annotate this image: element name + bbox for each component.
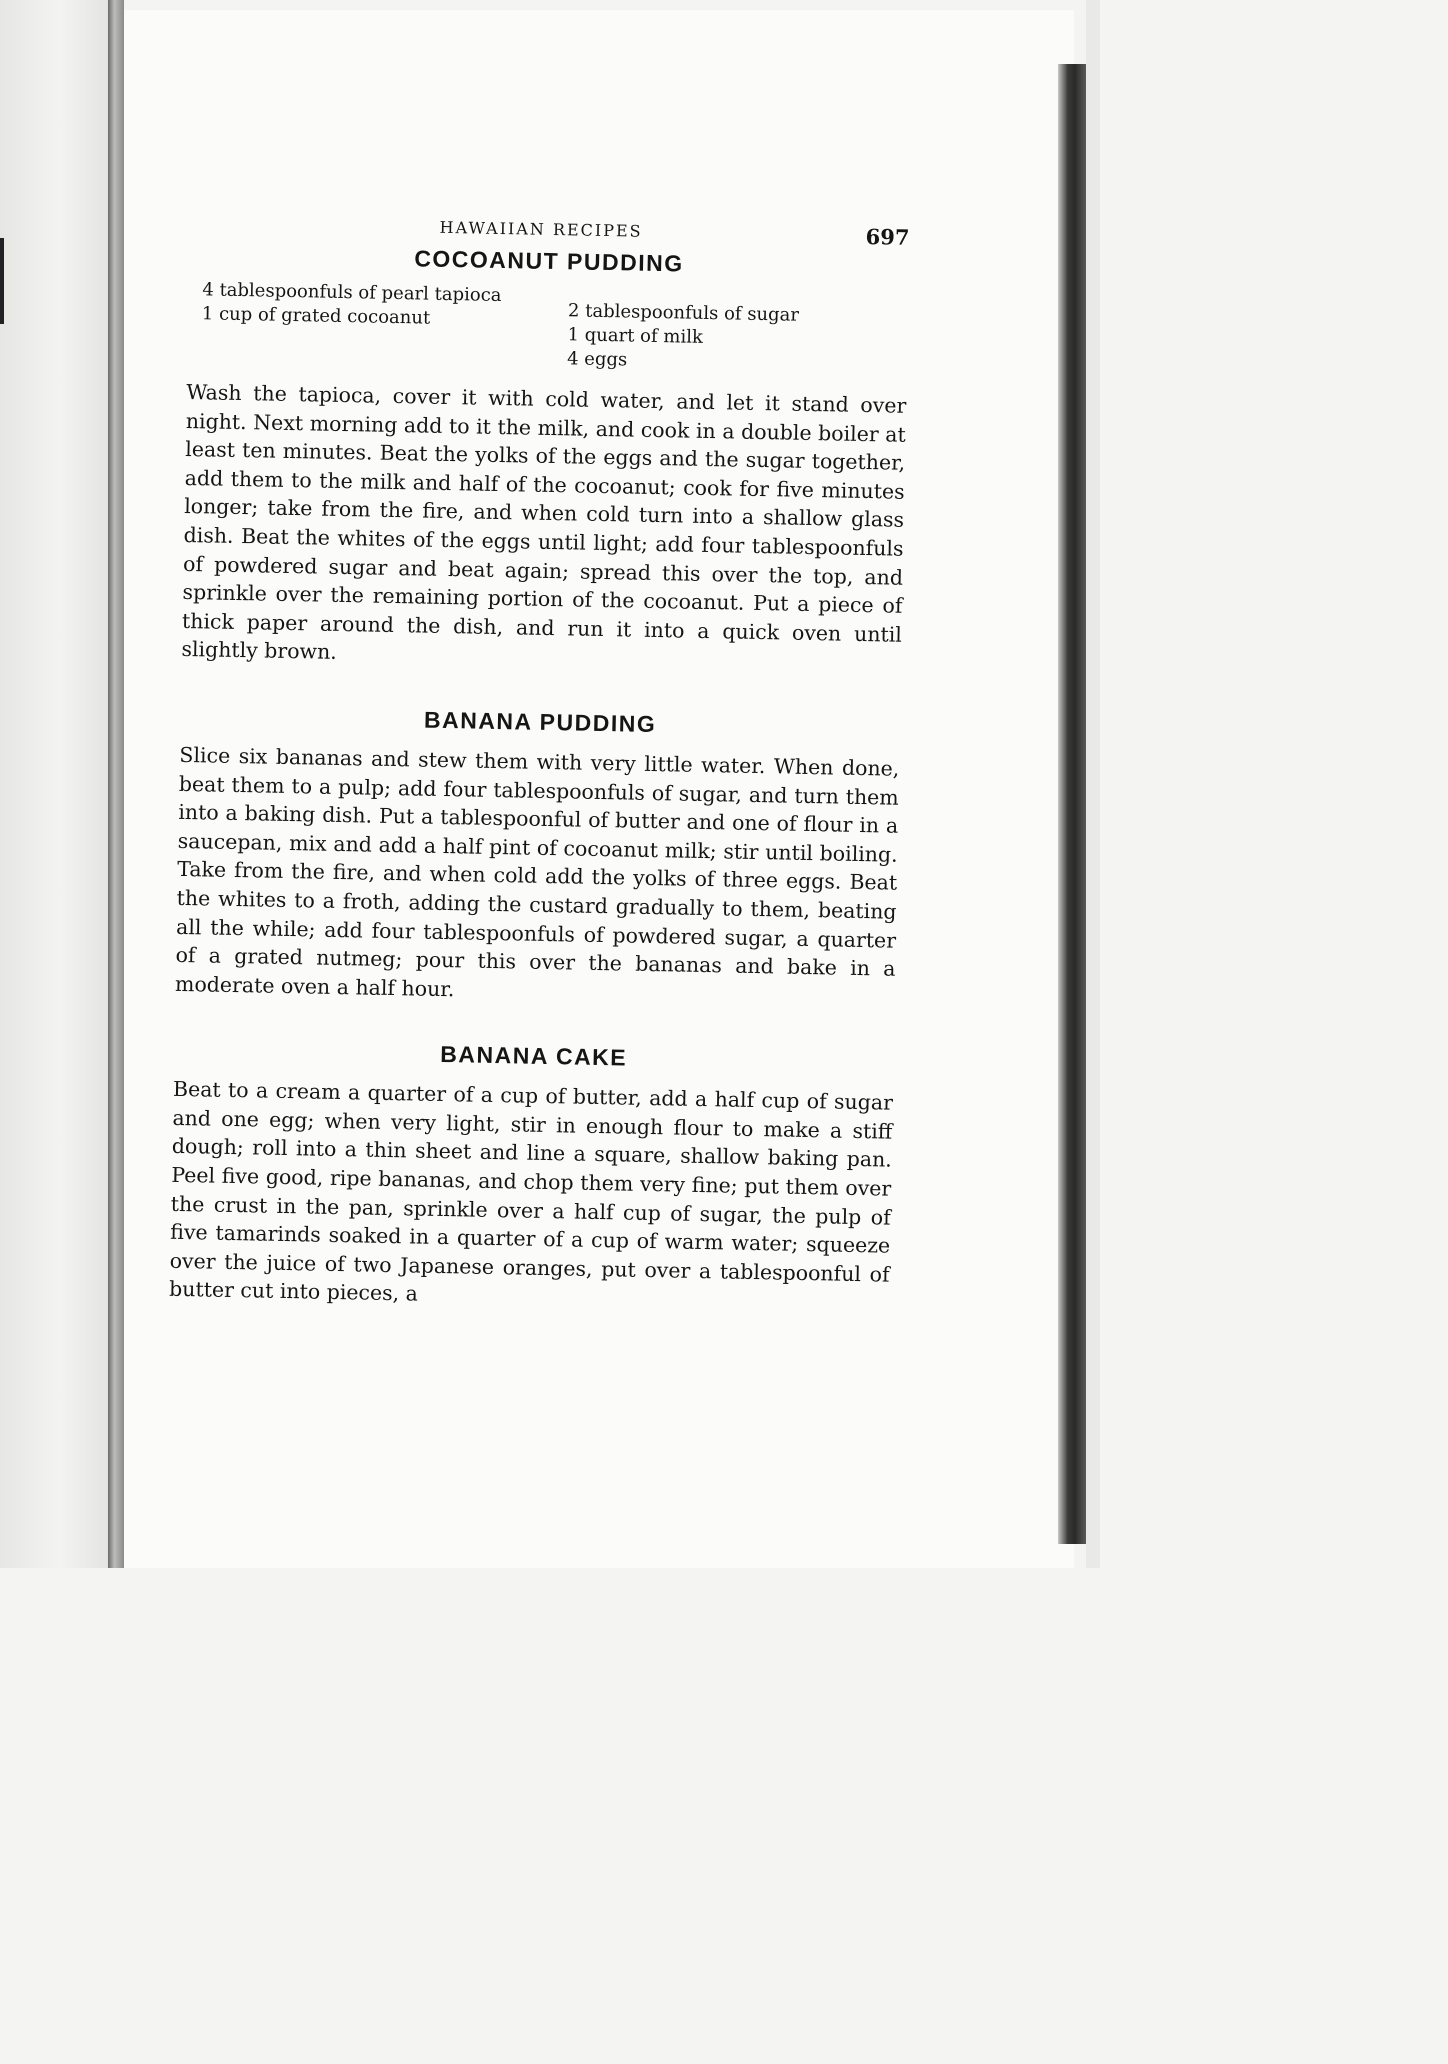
facing-page <box>0 0 108 1568</box>
book-gutter <box>108 0 124 1568</box>
recipe-body-banana-pudding: Slice six bananas and stew them with very little water. When done, beat them to a pulp; add four tablespoonfuls of sugar, and turn them into a baking dish. Put a tablespoonful of butter and one of flour in a saucepan, mix and add a half pint of cocoanut milk; stir until boiling. Take from the fire, and when cold add the yolks of three eggs. Beat the whites to a froth, adding the custard gradually to them, beating all the while; add four tablespoonfuls of powdered sugar, a quarter of a grated nutmeg; pour this over the bananas and bake in a moderate oven a half hour. <box>174 742 900 1001</box>
recipe-body-cocoanut-pudding: Wash the tapioca, cover it with cold water, and let it stand over night. Next morning add to it the milk, and cook in a double boiler at least ten minutes. Beat the yolks of the eggs and the sugar together, add them to the milk and half of the cocoanut; cook for five minutes longer; take from the fire, and when cold turn into a shallow glass dish. Beat the whites of the eggs until light; add four tablespoonfuls of powdered sugar and beat again; spread this over the top, and sprinkle over the remaining portion of the cocoanut. Put a piece of thick paper around the dish, and run it into a quick oven until slightly brown. <box>181 379 907 665</box>
recipe-title-banana-pudding: BANANA PUDDING <box>423 706 657 737</box>
recipe-title-banana-cake: BANANA CAKE <box>440 1041 628 1071</box>
ingredients-left-column <box>187 278 549 371</box>
ingredient-item: 4 tablespoonfuls of pearl tapioca <box>202 279 502 306</box>
recipe-body-banana-cake: Beat to a cream a quarter of a cup of butter, add a half cup of sugar and one egg; when very light, stir in enough flour to make a stiff dough; roll into a thin sheet and line a square, shallow baking pan. Peel five good, ripe bananas, and chop them very fine; put them over the crust in the pan, sprinkle over a half cup of sugar, the pulp of five tamarinds soaked in a quarter of a cup of warm water; squeeze over the juice of two Japanese oranges, put over a tablespoonful of butter cut into pieces, a <box>168 1077 894 1307</box>
ingredient-item: 1 quart of milk <box>567 324 704 348</box>
scan-margin <box>1086 0 1100 1568</box>
ingredients-list <box>187 278 909 378</box>
ingredient-item: 4 eggs <box>566 348 628 371</box>
page-edge-shadow <box>1058 64 1086 1544</box>
page-number: 697 <box>865 223 910 250</box>
running-head-title: HAWAIIAN RECIPES <box>439 217 643 241</box>
facing-page-edge-marks <box>0 238 4 324</box>
recipe-title-cocoanut-pudding: COCOANUT PUDDING <box>414 245 684 277</box>
ingredients-right-column <box>547 285 909 378</box>
page-content <box>169 205 910 1318</box>
ingredient-item: 1 cup of grated cocoanut <box>201 303 431 329</box>
ingredient-item: 2 tablespoonfuls of sugar <box>567 300 800 326</box>
